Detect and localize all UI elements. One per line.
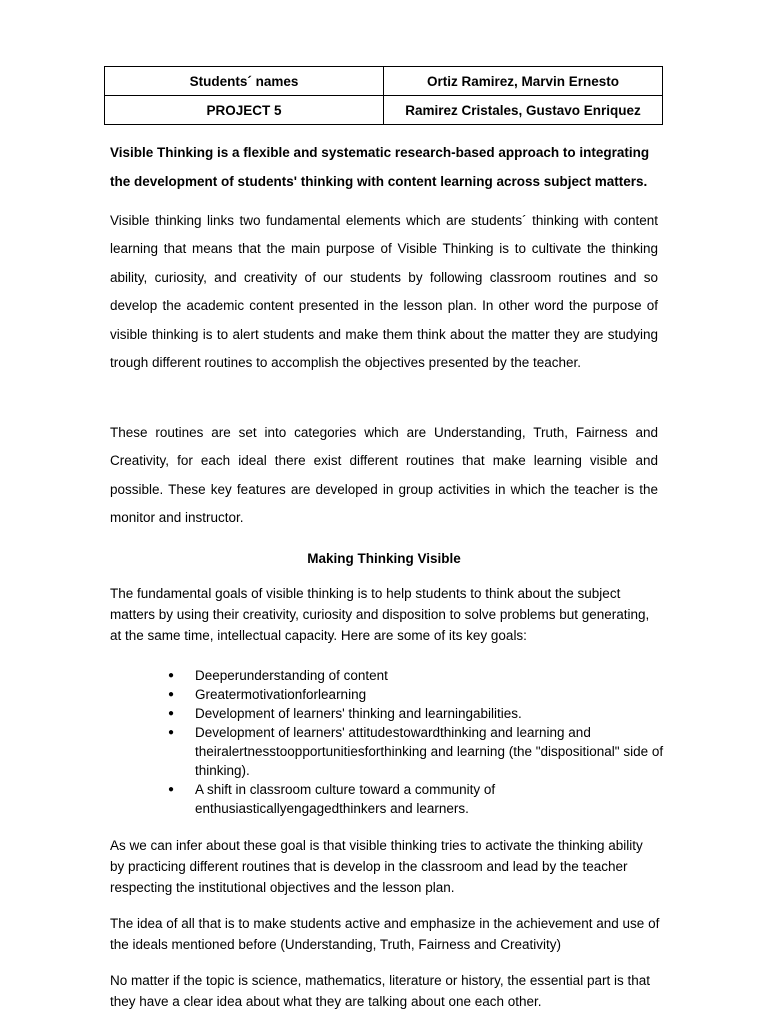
table-row <box>105 67 663 96</box>
goal-text: Development of learners' attitudestowardthinking and learning and theiralertnesstoopportunitiesforthinking and learning (the "dispositional" side of thinking). <box>195 725 664 778</box>
list-item <box>110 685 670 704</box>
paragraph-fundamental-goals: The fundamental goals of visible thinking is to help students to think about the subject matters by using their creativity, curiosity and disposition to solve problems but generating, at the same time, intellectual capacity. Here are some of its key goals: <box>110 586 650 643</box>
list-item <box>110 704 670 723</box>
list-item <box>110 666 670 685</box>
bullet-icon: ● <box>168 689 175 700</box>
paragraph-visible-thinking-links: Visible thinking links two fundamental elements which are students´ thinking with content learning that means that the main purpose of Visible Thinking is to cultivate the thinking ability, curiosity, and creativity of our students by following classroom routines and so develop the academic content presented in the lesson plan. In other word the purpose of visible thinking is to alert students and make them think about the matter they are studying trough different routines to accomplish the objectives presented by the teacher. <box>110 213 658 371</box>
table-row <box>105 96 663 125</box>
project-label: PROJECT 5 <box>105 96 384 125</box>
bullet-icon: ● <box>168 708 175 719</box>
bullet-icon: ● <box>168 784 175 795</box>
paragraph-topic-essential: No matter if the topic is science, mathematics, literature or history, the essential part is that they have a clear idea about what they are talking about one each other. <box>110 973 650 1009</box>
paragraph-routines-categories: These routines are set into categories which are Understanding, Truth, Fairness and Creativity, for each ideal there exist different routines that make learning visible and possible. These key features are developed in group activities in which the teacher is the monitor and instructor. <box>110 425 658 526</box>
bullet-icon: ● <box>168 670 175 681</box>
goal-text: Deeperunderstanding of content <box>195 668 388 683</box>
goal-text: Greatermotivationforlearning <box>195 687 367 702</box>
list-item <box>110 780 670 818</box>
bullet-icon: ● <box>168 727 175 738</box>
student-name-1: Ortiz Ramirez, Marvin Ernesto <box>384 67 663 96</box>
goal-text: Development of learners' thinking and learningabilities. <box>195 706 522 721</box>
student-name-2: Ramirez Cristales, Gustavo Enriquez <box>384 96 663 125</box>
student-info-table <box>104 66 663 125</box>
students-names-label: Students´ names <box>105 67 384 96</box>
paragraph-idea-active: The idea of all that is to make students active and emphasize in the achievement and use of the ideals mentioned before (Understanding, Truth, Fairness and Creativity) <box>110 916 660 952</box>
goal-text: A shift in classroom culture toward a community of enthusiasticallyengagedthinkers and learners. <box>195 782 496 816</box>
paragraph-infer-goals: As we can infer about these goal is that visible thinking tries to activate the thinking ability by practicing different routines that is develop in the classroom and lead by the teacher respecting the institutional objectives and the lesson plan. <box>110 838 643 895</box>
list-item <box>110 723 670 780</box>
goals-list <box>110 666 670 818</box>
section-heading: Making Thinking Visible <box>307 551 461 566</box>
intro-statement: Visible Thinking is a flexible and systematic research-based approach to integrating the development of students' thinking with content learning across subject matters. <box>110 145 650 189</box>
